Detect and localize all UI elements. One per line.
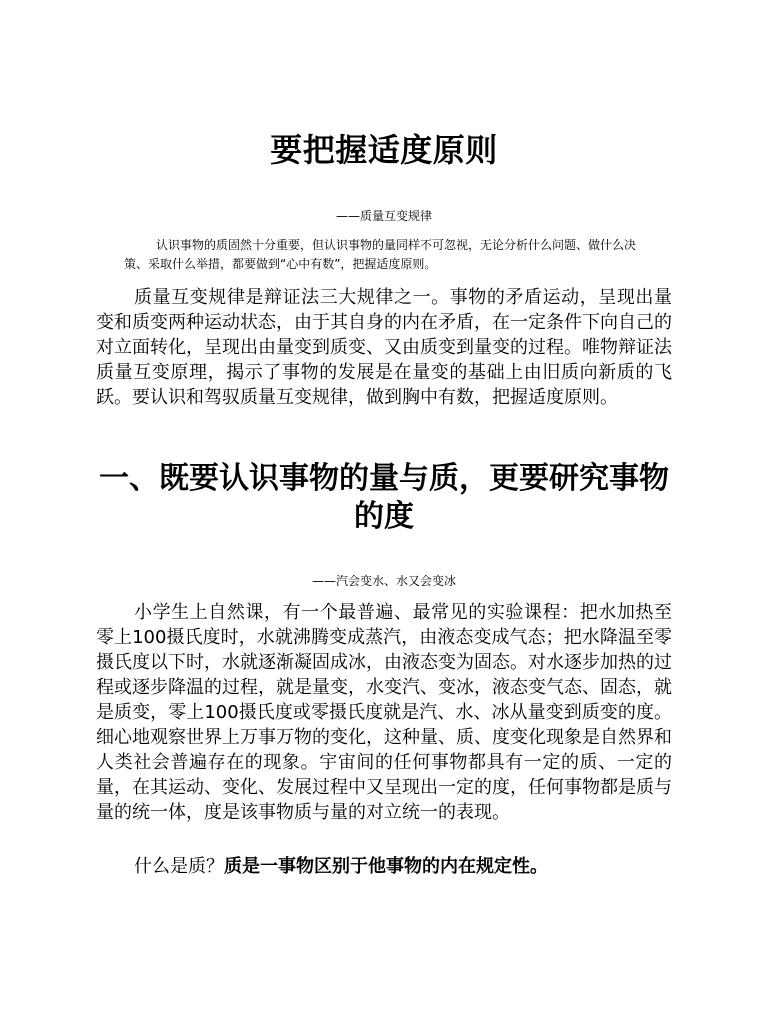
definition-paragraph: [96, 854, 672, 879]
definition-answer: 质是一事物区别于他事物的内在规定性。: [224, 856, 548, 877]
definition-question: 什么是质？: [134, 856, 224, 877]
document-title: 要把握适度原则: [270, 131, 498, 169]
abstract-paragraph: 认识事物的质固然十分重要，但认识事物的量同样不可忽视，无论分析什么问题、做什么决策、采取什么举措，都要做到“心中有数”，把握适度原则。: [124, 238, 637, 271]
section-paragraph: 小学生上自然课，有一个最普遍、最常见的实验课程：把水加热至零上100摄氏度时，水就沸腾变成蒸汽，由液态变成气态；把水降温至零摄氏度以下时，水就逐渐凝固成冰，由液态变为固态。对水逐步加热的过程或逐步降温的过程，就是量变，水变汽、变冰，液态变气态、固态，就是质变，零上100摄氏度或零摄氏度就是汽、水、冰从量变到质变的度。细心地观察世界上万事万物的变化，这种量、质、度变化现象是自然界和人类社会普遍存在的现象。宇宙间的任何事物都具有一定的质、一定的量，在其运动、变化、发展过程中又呈现出一定的度，任何事物都是质与量的统一体，度是该事物质与量的对立统一的表现。: [96, 602, 672, 823]
section-subtitle: ——汽会变水、水又会变冰: [311, 574, 456, 588]
document-subtitle: ——质量互变规律: [335, 209, 432, 223]
intro-paragraph: 质量互变规律是辩证法三大规律之一。事物的矛盾运动，呈现出量变和质变两种运动状态，由于其自身的内在矛盾，在一定条件下向自己的对立面转化，呈现出由量变到质变、又由质变到量变的过程。唯物辩证法质量互变原理，揭示了事物的发展是在量变的基础上由旧质向新质的飞跃。要认识和驾驭质量互变规律，做到胸中有数，把握适度原则。: [96, 287, 672, 408]
section-heading: 一、既要认识事物的量与质，更要研究事物的度: [99, 461, 669, 534]
